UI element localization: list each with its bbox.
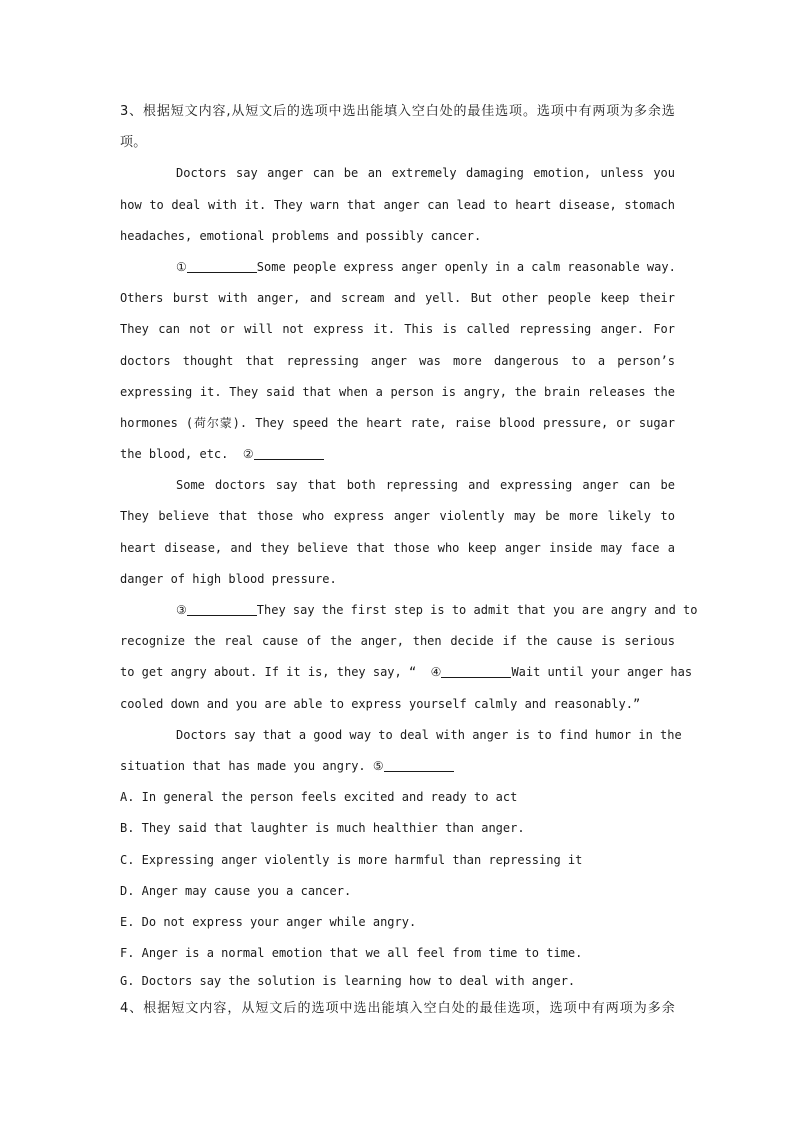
option-f: F. Anger is a normal emotion that we all feel from time to time. <box>120 946 583 961</box>
p5-line-2 <box>120 751 675 782</box>
p4-line-2: recognize the real cause of the anger, then decide if the cause is serious <box>120 634 675 649</box>
blank-3 <box>187 602 257 616</box>
p4-line-4: cooled down and you are able to express yourself calmly and reasonably.” <box>120 696 641 711</box>
p3-line-4: danger of high blood pressure. <box>120 571 337 586</box>
blank-2-number: ② <box>242 447 254 462</box>
p4-line-3-text-a: to get angry about. If it is, they say, “ <box>120 665 417 680</box>
option-e: E. Do not express your anger while angry. <box>120 914 417 929</box>
p5-line-1: Doctors say that a good way to deal with anger is to find humor in the <box>176 727 682 742</box>
blank-1 <box>187 259 257 273</box>
p1-line-3: headaches, emotional problems and possibly cancer. <box>120 228 482 243</box>
blank-5 <box>384 758 454 772</box>
p2-line-1 <box>120 252 675 283</box>
blank-3-number: ③ <box>176 603 187 617</box>
blank-2 <box>254 446 324 460</box>
blank-1-number: ① <box>176 259 187 274</box>
p4-line-3-text-b: Wait until your anger has <box>511 665 693 680</box>
p2-line-7 <box>120 439 675 470</box>
option-c: C. Expressing anger violently is more harmful than repressing it <box>120 852 583 867</box>
p2-line-5: expressing it. They said that when a person is angry, the brain releases the <box>120 384 675 399</box>
p2-line-6: hormones (荷尔蒙). They speed the heart rate, raise blood pressure, or sugar <box>120 415 675 430</box>
p1-line-2: how to deal with it. They warn that anger can lead to heart disease, stomach <box>120 197 675 212</box>
p3-line-1: Some doctors say that both repressing and expressing anger can be <box>176 478 675 493</box>
p1-line-1: Doctors say anger can be an extremely damaging emotion, unless you <box>176 166 675 181</box>
blank-4 <box>441 664 511 678</box>
q4-instruction-line-1: 4、根据短文内容，从短文后的选项中选出能填入空白处的最佳选项，选项中有两项为多余 <box>120 1001 675 1017</box>
p2-line-3: They can not or will not express it. This is called repressing anger. For <box>120 322 675 337</box>
q3-instruction-line-2: 项。 <box>120 135 147 151</box>
p4-line-3 <box>120 657 693 688</box>
p5-line-2-text: situation that has made you angry. <box>120 758 366 773</box>
option-d: D. Anger may cause you a cancer. <box>120 883 352 898</box>
p4-line-1-text: They say the first step is to admit that you are angry and to <box>256 603 698 617</box>
blank-4-number: ④ <box>430 665 442 680</box>
document-page <box>120 96 698 1024</box>
blank-5-number: ⑤ <box>372 758 384 773</box>
q3-instruction-line-1: 3、根据短文内容,从短文后的选项中选出能填入空白处的最佳选项。选项中有两项为多余选 <box>120 104 675 119</box>
p3-line-3: heart disease, and they believe that those who keep anger inside may face a <box>120 540 675 555</box>
p2-line-4: doctors thought that repressing anger was more dangerous to a person’s <box>120 353 675 368</box>
option-g: G. Doctors say the solution is learning how to deal with anger. <box>120 974 576 989</box>
p2-line-2: Others burst with anger, and scream and yell. But other people keep their <box>120 291 675 306</box>
option-b: B. They said that laughter is much healthier than anger. <box>120 821 525 836</box>
p4-line-1 <box>120 595 698 626</box>
p2-line-1-text: Some people express anger openly in a calm reasonable way. <box>256 259 676 274</box>
p2-last-text: the blood, etc. <box>120 447 229 462</box>
p3-line-2: They believe that those who express anger violently may be more likely to <box>120 509 675 524</box>
option-a: A. In general the person feels excited and ready to act <box>120 790 518 805</box>
